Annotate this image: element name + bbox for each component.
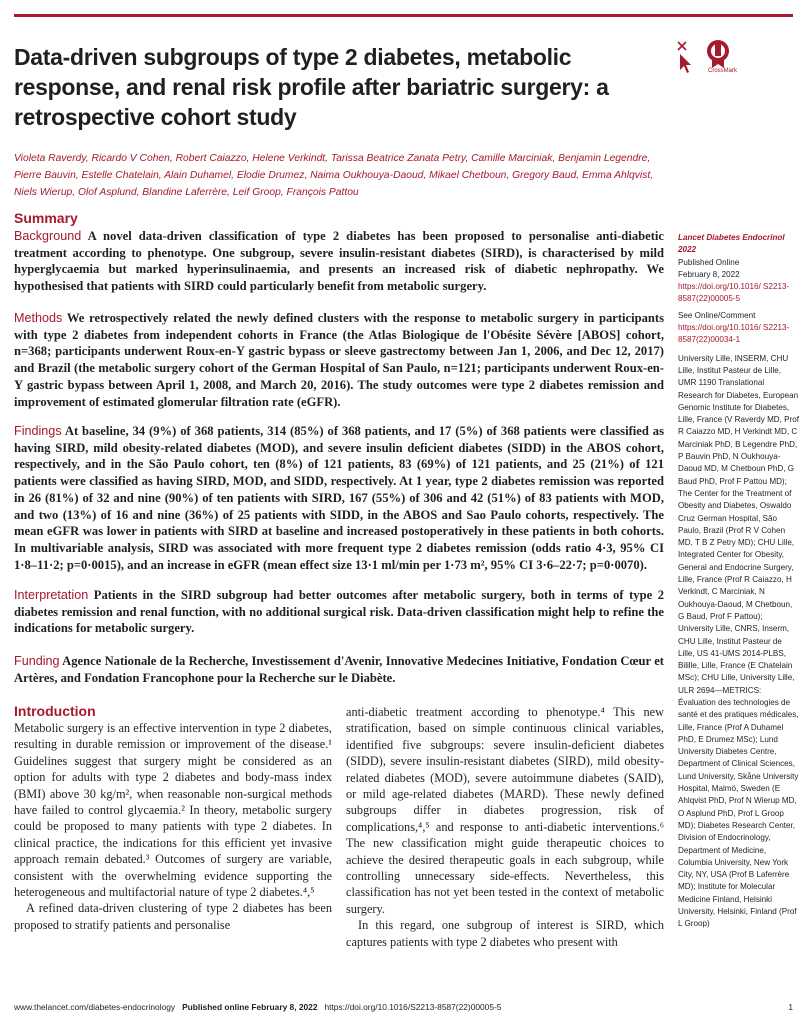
published-date: February 8, 2022 — [678, 269, 740, 279]
introduction-column-left — [14, 720, 332, 933]
background-text: A novel data-driven classification of type 2 diabetes has been proposed to personalise anti-diabetic treatment according to phenotype. One subgroup, severe insulin-resistant diabetes (SIRD), is characterised by mild hyperglycaemia but marked hyperinsulinaemia, and presents an increased risk of diabetic nephropathy. We hypothesised that patients with SIRD could particularly benefit from metabolic surgery. — [14, 229, 664, 294]
comment-doi-link[interactable]: https://doi.org/10.1016/ S2213-8587(22)00034-1 — [678, 323, 790, 345]
funding-text: Agence Nationale de la Recherche, Investissement d'Avenir, Innovative Medecines Initiative, Fondation Cœur et Artères, and Fondation Francophone pour la Recherche sur le Diabète. — [14, 654, 664, 685]
page-number: 1 — [788, 1002, 793, 1012]
introduction-heading: Introduction — [14, 703, 96, 719]
introduction-column-right — [346, 704, 664, 950]
intro-paragraph: In this regard, one subgroup of interest is SIRD, which captures patients with type 2 diabetes who present with — [346, 918, 664, 949]
methods-label: Methods — [14, 311, 63, 325]
footer-doi[interactable]: https://doi.org/10.1016/S2213-8587(22)00005-5 — [324, 1002, 502, 1012]
findings-label: Findings — [14, 424, 62, 438]
comment-label: See Online/Comment — [678, 310, 756, 320]
doi-link[interactable]: https://doi.org/10.1016/ S2213-8587(22)00005-5 — [678, 282, 790, 304]
abstract-interpretation — [14, 587, 664, 637]
abstract-background — [14, 228, 664, 295]
sidebar — [678, 232, 800, 931]
abstract-methods — [14, 310, 664, 410]
funding-label: Funding — [14, 654, 60, 668]
background-label: Background — [14, 229, 82, 243]
abstract-funding — [14, 653, 664, 686]
intro-paragraph: A refined data-driven clustering of type 2 diabetes has been proposed to stratify patients and personalise — [14, 901, 332, 932]
intro-paragraph: anti-diabetic treatment according to phenotype.⁴ This new stratification, based on simple continuous clinical variables, identified five subgroups: severe insulin-deficient diabetes (SIDD), severe insulin-resistant diabetes (SIRD), mild obesity-related diabetes (MOD), severe autoimmune diabetes (SAID), or mild age-related diabetes (MARD). These newly defined subgroups differ in diabetes progression, risk of complications,⁴,⁵ and response to anti-diabetic interventions.⁶ The new classification might guide therapeutic choices to achieve the desired therapeutic goals in each subgroup, while controlling unnecessary side-effects. Nevertheless, this classification has not yet been tested in the context of metabolic surgery. — [346, 705, 664, 916]
crossmark-label: CrossMark — [708, 68, 738, 74]
footer-url[interactable]: www.thelancet.com/diabetes-endocrinology — [14, 1002, 176, 1012]
interpretation-label: Interpretation — [14, 588, 89, 602]
journal-citation: Lancet Diabetes Endocrinol 2022 — [678, 233, 785, 255]
top-rule — [14, 14, 793, 17]
page-footer — [14, 1002, 793, 1012]
published-label: Published Online — [678, 257, 740, 267]
findings-text: At baseline, 34 (9%) of 368 patients, 314 (85%) of 368 patients, and 17 (5%) of 368 patients were classified as having SIRD, mild obesity-related diabetes (MOD), and severe insulin deficient diabetes (SIDD) in the ABOS cohort, respectively, and in the São Paulo cohort, ten (8%) of 121 patients, 83 (69%) of 121 patients, and 25 (21%) of 121 patients were classified as having SIRD, MOD, and SIDD, respectively. At 1 year, type 2 diabetes remission was reported in 26 (81%) of 32 and nine (90%) of ten patients with SIRD, 167 (55%) of 306 and 42 (51%) of 83 patients with MOD, and two (13%) of 16 and nine (36%) of 25 patients with SIDD, in the ABOS and Sao Paulo cohorts, respectively. The mean eGFR was lower in patients with SIRD at baseline and increased postoperatively in these patients in both cohorts. In multivariable analysis, SIRD was associated with more frequent type 2 diabetes remission (odds ratio 4·3, 95% CI 1·8–11·2; p=0·0015), and an increase in eGFR (mean effect size 13·1 ml/min per 1·73 m², 95% CI 3·6–22·7; p=0·0070). — [14, 424, 664, 572]
summary-heading: Summary — [14, 210, 78, 226]
affiliations: University Lille, INSERM, CHU Lille, Institut Pasteur de Lille, UMR 1190 Translational Research for Diabetes, European Genomic Institute for Diabetes, Lille, France (V Raverdy MD, Prof R Caiazzo MD, H Verkindt MD, C Marciniak PhD, B Legendre PhD, P Bauvin PhD, N Oukhouya-Daoud MD, M Chetboun PhD, G Baud PhD, Prof F Pattou MD); The Center for the Treatment of Obesity and Diabetes, Oswaldo Cruz German Hospital, São Paulo, Brazil (Prof R V Cohen MD, T B Z Petry MD); CHU Lille, Integrated Center for Obesity, General and Endocrine Surgery, Lille, France (Prof R Caiazzo, H Verkindt, C Marciniak, N Oukhouya-Daoud, M Chetboun, G Baud, Prof F Pattou); University Lille, CNRS, Inserm, CHU Lille, Institut Pasteur de Lille, US 41-UMS 2014-PLBS, Bilille, Lille, France (E Chatelain MSc); CHU Lille, University Lille, ULR 2694—METRICS: Évaluation des technologies de santé et des pratiques médicales, Lille, France (Prof A Duhamel PhD, E Drumez MSc); Lund University Diabetes Centre, Department of Clinical Sciences, Lund University, Skåne University Hospital, Malmö, Sweden (E Ahlqvist PhD, Prof N Wierup MD, O Asplund PhD, Prof L Groop MD); Diabetes Research Center, Division of Endocrinology, Department of Medicine, Columbia University, New York City, NY, USA (Prof B Laferrère MD); Institute for Molecular Medicine Finland, Helsinki University, Helsinki, Finland (Prof L Groop) — [678, 353, 799, 929]
intro-paragraph: Metabolic surgery is an effective intervention in type 2 diabetes, resulting in durable remission or improvement of the disease.¹ Guidelines suggest that surgery might be considered as an option for adults with type 2 diabetes and body-mass index (BMI) above 30 kg/m², when reasonable non-surgical methods have failed to control glycaemia.² In theory, metabolic surgery could be proposed to many patients with type 2 diabetes. In clinical practice, the indications for this efficient yet invasive approach remain debated.³ Outcomes of surgery are variable, consistent with the overwhelming evidence supporting the heterogeneous and multifactorial nature of type 2 diabetes.⁴,⁵ — [14, 721, 332, 900]
abstract-findings — [14, 423, 664, 573]
author-list: Violeta Raverdy, Ricardo V Cohen, Robert Caiazzo, Helene Verkindt, Tarissa Beatrice Zanata Petry, Camille Marciniak, Benjamin Legendre, Pierre Bauvin, Estelle Chatelain, Alain Duhamel, Elodie Drumez, Naima Oukhouya-Daoud, Mikael Chetboun, Gregory Baud, Emma Ahlqvist, Niels Wierup, Olof Asplund, Blandine Laferrère, Leif Groop, François Pattou — [14, 153, 654, 198]
footer-published: Published online February 8, 2022 — [182, 1002, 318, 1012]
methods-text: We retrospectively related the newly defined clusters with the response to metabolic surgery in participants with type 2 diabetes from independent cohorts in France (the Atlas Biologique de l'Obésite Sévère [ABOS] cohort, n=368; participants underwent Roux-en-Y gastric bypass or sleeve gastrectomy between Jan 1, 2006, and Dec 12, 2017) and Brazil (the metabolic surgery cohort of the German Hospital of San Paulo, n=121; participants underwent Roux-en-Y gastric bypass between April 1, 2008, and March 20, 2016). The study outcomes were type 2 diabetes remission and improvement of estimated glomerular filtration rate (eGFR). — [14, 311, 665, 409]
interpretation-text: Patients in the SIRD subgroup had better outcomes after metabolic surgery, both in terms of type 2 diabetes remission and renal function, with no additional surgical risk. Data-driven classification might help to refine the indications for metabolic surgery. — [14, 588, 665, 636]
article-title: Data-driven subgroups of type 2 diabetes, metabolic response, and renal risk profile after bariatric surgery: a retrospective cohort study — [14, 44, 609, 130]
